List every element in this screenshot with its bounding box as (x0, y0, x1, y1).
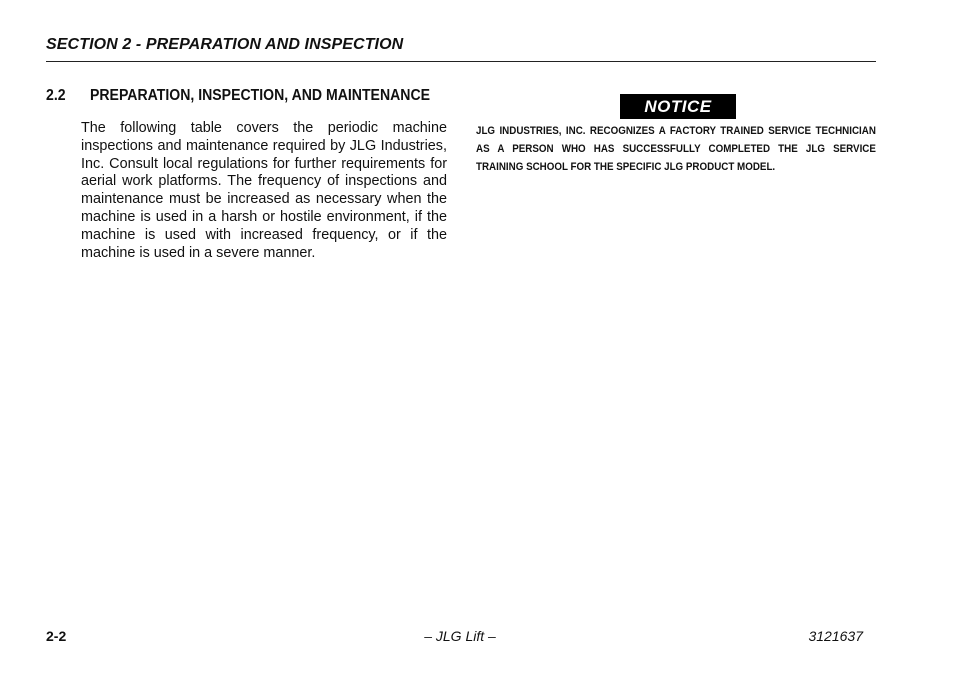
subsection-number: 2.2 (46, 87, 66, 104)
notice-label: NOTICE (620, 94, 736, 119)
section-header: SECTION 2 - PREPARATION AND INSPECTION (46, 36, 404, 53)
footer-doc-number: 3121637 (808, 628, 863, 644)
notice-text: JLG INDUSTRIES, INC. RECOGNIZES A FACTORY TRAINED SERVICE TECHNICIAN AS A PERSON WHO HAS SUCCESSFULLY COMPLETED THE JLG SERVICE TRAINING SCHOOL FOR THE SPECIFIC JLG PRODUCT MODEL. (476, 125, 876, 173)
body-paragraph: The following table covers the periodic machine inspections and maintenance required by JLG Industries, Inc. Consult local regulations for further requirements for aerial work platforms. The frequency of inspections and maintenance must be increased as necessary when the machine is used in a harsh or hostile environment, if the machine is used with increased frequency, or if the machine is used in a severe manner. (81, 120, 447, 261)
footer-page-number: 2-2 (46, 628, 67, 644)
footer-center-title: – JLG Lift – (424, 628, 496, 644)
subsection-heading (46, 87, 431, 105)
subsection-title: PREPARATION, INSPECTION, AND MAINTENANCE (90, 87, 431, 104)
header-rule (46, 61, 876, 62)
